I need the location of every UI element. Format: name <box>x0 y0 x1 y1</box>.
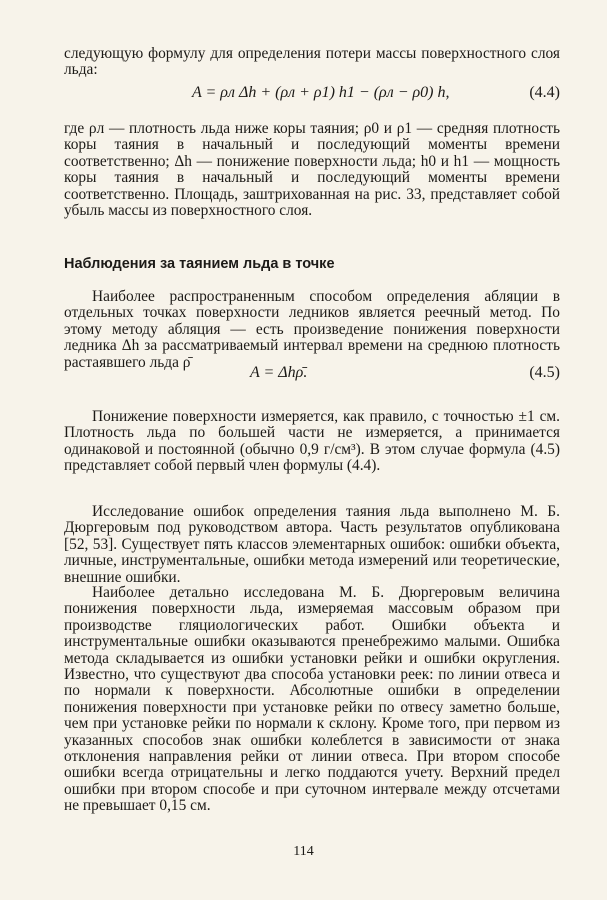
formula-4-4 <box>64 84 560 102</box>
paragraph-intro: следующую формулу для определения потери массы поверхностного слоя льда: <box>64 45 560 79</box>
paragraph-errors: Исследование ошибок определения таяния льда выполнено М. Б. Дюргеровым под руководством автора. Часть результатов опубликована [52, 53]. Существует пять классов элементарных ошибок: ошибки объекта, личные, инструментальные, ошибки метода измерений или теоретические, внешние ошибки. <box>64 503 560 586</box>
paragraph-detail: Наиболее детально исследована М. Б. Дюргеровым величина понижения поверхности льда, измеряемая массовым образом при производстве гляциологических работ. Ошибки объекта и инструментальные ошибки оказываются пренебрежимо малыми. Ошибка метода складывается из ошибки установки рейки и ошибки округления. Известно, что существуют два способа установки реек: по линии отвеса и по нормали к поверхности. Абсолютные ошибки в определении понижения поверхности при установке рейки по отвесу заметно больше, чем при установке рейки по нормали к склону. Кроме того, при первом из указанных способов знак ошибки колеблется в зависимости от знака отклонения направления рейки от линии отвеса. При втором способе ошибки всегда отрицательны и легко поддаются учету. Верхний предел ошибки при втором способе и при суточном интервале между отсчетами не превышает 0,15 см. <box>64 584 560 815</box>
paragraph-accuracy: Понижение поверхности измеряется, как правило, с точностью ±1 см. Плотность льда по большей части не измеряется, а принимается одинаковой и постоянной (обычно 0,9 г/см³). В этом случае формула (4.5) представляет собой первый член формулы (4.4). <box>64 408 560 475</box>
formula-4-5-number: (4.5) <box>529 364 560 381</box>
formula-4-4-expression: A = ρл Δh + (ρл + ρ1) h1 − (ρл − ρ0) h, <box>192 84 450 101</box>
paragraph-method: Наиболее распространенным способом определения абляции в отдельных точках поверхности ледников является реечный метод. По этому методу абляция — есть произведение понижения поверхности ледника Δh за рассматриваемый интервал времени на среднюю плотность растаявшего льда ρ̄ <box>64 288 560 371</box>
page-number: 114 <box>293 844 314 859</box>
formula-4-4-number: (4.4) <box>529 84 560 101</box>
section-heading: Наблюдения за таянием льда в точке <box>64 256 335 272</box>
formula-4-5 <box>64 364 560 382</box>
formula-4-5-expression: A = Δhρ̄. <box>250 364 308 381</box>
paragraph-definitions: где ρл — плотность льда ниже коры таяния; ρ0 и ρ1 — средняя плотность коры таяния в начальный и последующий моменты времени соответственно; Δh — понижение поверхности льда; h0 и h1 — мощность коры таяния в начальный и последующий моменты времени соответственно. Площадь, заштрихованная на рис. 33, представляет собой убыль массы из поверхностного слоя. <box>64 120 560 220</box>
